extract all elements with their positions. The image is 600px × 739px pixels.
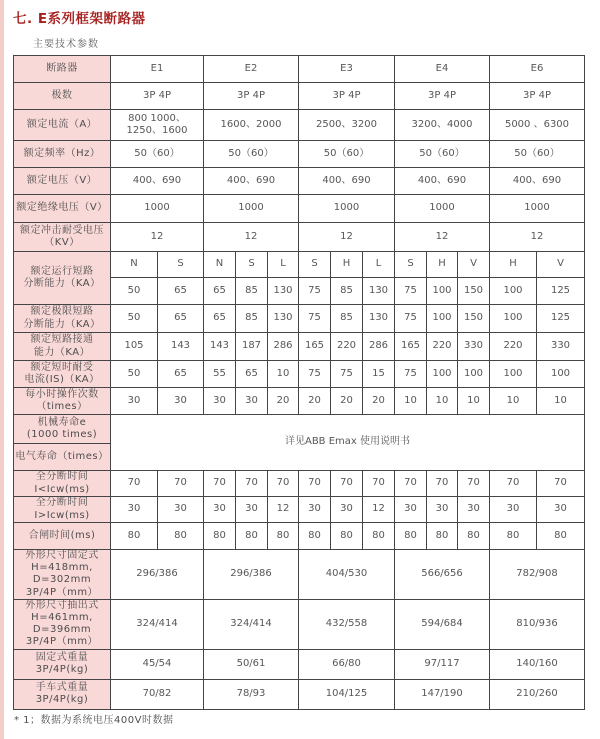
table-cell: 85	[331, 305, 363, 333]
table-cell: 75	[395, 361, 427, 388]
row-label: 每小时操作次数 （times）	[14, 388, 111, 415]
table-cell: 70	[490, 471, 537, 497]
table-cell: 30	[537, 497, 585, 523]
table-cell: 80	[395, 523, 427, 550]
row-label: 外形尺寸抽出式 H=461mm, D=396mm 3P/4P（mm）	[14, 599, 111, 649]
table-cell: 30	[331, 497, 363, 523]
table-cell: V	[537, 252, 585, 278]
row-label: 额定冲击耐受电压 （KV）	[14, 223, 111, 252]
table-cell: 5000 、6300	[490, 110, 585, 141]
table-cell: 80	[331, 523, 363, 550]
table-cell: 100	[458, 361, 490, 388]
table-cell: 10	[458, 388, 490, 415]
table-cell: 100	[537, 361, 585, 388]
table-cell: 100	[427, 361, 458, 388]
footnote: * 1；数据为系统电压400V时数据	[14, 715, 174, 726]
table-cell: 75	[395, 278, 427, 305]
table-cell: 70	[427, 471, 458, 497]
table-cell: 50	[111, 278, 158, 305]
table-cell: 10	[537, 388, 585, 415]
table-cell: 30	[204, 497, 236, 523]
table-cell: 50	[111, 361, 158, 388]
table-cell: 80	[490, 523, 537, 550]
row-label: 额定电压（V）	[14, 168, 111, 195]
table-cell: 100	[427, 278, 458, 305]
table-cell: 130	[268, 278, 299, 305]
table-row	[14, 223, 585, 252]
table-cell: L	[268, 252, 299, 278]
table-cell: 150	[458, 305, 490, 333]
row-label: 电气寿命（times）	[14, 444, 111, 471]
table-cell: 80	[299, 523, 331, 550]
table-cell: E1	[111, 56, 204, 83]
table-cell: E4	[395, 56, 490, 83]
table-cell: 3200、4000	[395, 110, 490, 141]
table-cell: 220	[427, 333, 458, 361]
table-cell: 147/190	[395, 679, 490, 709]
table-cell: 50（60）	[490, 141, 585, 168]
table-cell: 143	[158, 333, 204, 361]
table-cell: 30	[204, 388, 236, 415]
table-cell: 286	[363, 333, 395, 361]
table-cell: 75	[331, 361, 363, 388]
table-row	[14, 252, 585, 278]
table-cell: 65	[158, 305, 204, 333]
table-cell: 3P 4P	[395, 83, 490, 110]
table-cell: 10	[490, 388, 537, 415]
table-cell: 70	[299, 471, 331, 497]
table-cell: 70	[204, 471, 236, 497]
table-row	[14, 361, 585, 388]
table-cell: 85	[236, 278, 268, 305]
table-cell: 286	[268, 333, 299, 361]
table-cell: 20	[363, 388, 395, 415]
table-cell: 详见ABB Emax 使用说明书	[111, 415, 585, 471]
table-cell: 80	[204, 523, 236, 550]
table-cell: S	[299, 252, 331, 278]
table-cell: 30	[236, 388, 268, 415]
spec-table-body	[14, 56, 585, 710]
row-label: 全分断时间 I<Icw(ms)	[14, 471, 111, 497]
table-cell: 45/54	[111, 649, 204, 679]
table-cell: 80	[268, 523, 299, 550]
row-label: 额定频率（Hz）	[14, 141, 111, 168]
table-cell: 80	[458, 523, 490, 550]
table-cell: 400、690	[204, 168, 299, 195]
table-cell: 80	[158, 523, 204, 550]
table-cell: 65	[158, 361, 204, 388]
row-label: 断路器	[14, 56, 111, 83]
table-cell: 330	[537, 333, 585, 361]
table-cell: 50（60）	[204, 141, 299, 168]
table-cell: 140/160	[490, 649, 585, 679]
table-row	[14, 471, 585, 497]
table-cell: 210/260	[490, 679, 585, 709]
table-cell: 3P 4P	[299, 83, 395, 110]
row-label: 额定极限短路 分断能力（KA）	[14, 305, 111, 333]
left-edge-accent-strip	[0, 0, 4, 739]
table-cell: 104/125	[299, 679, 395, 709]
table-cell: 296/386	[111, 550, 204, 600]
table-cell: 165	[395, 333, 427, 361]
table-cell: 50（60）	[111, 141, 204, 168]
table-cell: 296/386	[204, 550, 299, 600]
table-cell: 324/414	[111, 599, 204, 649]
page-title: 七. E系列框架断路器	[13, 11, 146, 27]
table-cell: 12	[204, 223, 299, 252]
table-cell: 75	[395, 305, 427, 333]
table-cell: 50	[111, 305, 158, 333]
table-cell: 30	[458, 497, 490, 523]
row-label: 手车式重量 3P/4P(kg)	[14, 679, 111, 709]
table-cell: 130	[268, 305, 299, 333]
table-cell: V	[458, 252, 490, 278]
table-cell: N	[204, 252, 236, 278]
table-cell: 70	[395, 471, 427, 497]
table-cell: 78/93	[204, 679, 299, 709]
table-row	[14, 110, 585, 141]
table-cell: 105	[111, 333, 158, 361]
table-cell: E3	[299, 56, 395, 83]
table-cell: S	[395, 252, 427, 278]
table-cell: 400、690	[111, 168, 204, 195]
table-row	[14, 141, 585, 168]
table-cell: 30	[111, 388, 158, 415]
table-cell: 50（60）	[299, 141, 395, 168]
table-cell: 1600、2000	[204, 110, 299, 141]
table-cell: 432/558	[299, 599, 395, 649]
table-cell: 30	[236, 497, 268, 523]
table-cell: E2	[204, 56, 299, 83]
table-cell: 324/414	[204, 599, 299, 649]
table-cell: 65	[236, 361, 268, 388]
table-cell: 130	[363, 278, 395, 305]
table-cell: 12	[111, 223, 204, 252]
row-label: 额定绝缘电压（V）	[14, 195, 111, 223]
table-cell: 100	[427, 305, 458, 333]
table-cell: H	[427, 252, 458, 278]
table-cell: 15	[363, 361, 395, 388]
table-cell: 12	[363, 497, 395, 523]
table-cell: 75	[299, 278, 331, 305]
spec-table	[13, 55, 585, 710]
table-cell: 85	[236, 305, 268, 333]
table-cell: S	[236, 252, 268, 278]
table-cell: 85	[331, 278, 363, 305]
table-cell: E6	[490, 56, 585, 83]
table-cell: 220	[331, 333, 363, 361]
table-cell: 50（60）	[395, 141, 490, 168]
table-row	[14, 333, 585, 361]
table-cell: 75	[299, 361, 331, 388]
table-cell: 187	[236, 333, 268, 361]
table-cell: 80	[427, 523, 458, 550]
table-row	[14, 195, 585, 223]
table-cell: N	[111, 252, 158, 278]
row-label: 机械寿命e (1000 times)	[14, 415, 111, 444]
table-row	[14, 388, 585, 415]
table-cell: 55	[204, 361, 236, 388]
table-cell: 65	[204, 278, 236, 305]
table-cell: 70	[537, 471, 585, 497]
table-cell: 65	[204, 305, 236, 333]
table-cell: 30	[158, 388, 204, 415]
table-cell: 30	[395, 497, 427, 523]
table-row	[14, 168, 585, 195]
table-cell: 1000	[111, 195, 204, 223]
row-label: 极数	[14, 83, 111, 110]
table-cell: 3P 4P	[204, 83, 299, 110]
row-label: 全分断时间 I>Icw(ms)	[14, 497, 111, 523]
table-cell: 1000	[204, 195, 299, 223]
table-cell: 50/61	[204, 649, 299, 679]
row-label: 合闸时间(ms)	[14, 523, 111, 550]
table-cell: 30	[111, 497, 158, 523]
table-cell: 70	[458, 471, 490, 497]
table-cell: 30	[490, 497, 537, 523]
row-label: 额定电流（A）	[14, 110, 111, 141]
table-cell: 12	[268, 497, 299, 523]
table-cell: L	[363, 252, 395, 278]
table-cell: 80	[236, 523, 268, 550]
table-cell: H	[490, 252, 537, 278]
table-cell: 143	[204, 333, 236, 361]
table-cell: 220	[490, 333, 537, 361]
table-row	[14, 83, 585, 110]
table-row	[14, 649, 585, 679]
row-label: 外形尺寸固定式 H=418mm, D=302mm 3P/4P（mm）	[14, 550, 111, 600]
table-cell: 20	[331, 388, 363, 415]
table-cell: 75	[299, 305, 331, 333]
table-row	[14, 497, 585, 523]
table-row	[14, 415, 585, 444]
table-row	[14, 599, 585, 649]
table-cell: 30	[158, 497, 204, 523]
table-cell: 10	[268, 361, 299, 388]
table-cell: 30	[299, 497, 331, 523]
table-row	[14, 679, 585, 709]
table-cell: 782/908	[490, 550, 585, 600]
row-label: 额定运行短路 分断能力（KA）	[14, 252, 111, 305]
table-cell: 70	[158, 471, 204, 497]
table-cell: 165	[299, 333, 331, 361]
table-cell: 800 1000、 1250、1600	[111, 110, 204, 141]
table-cell: H	[331, 252, 363, 278]
table-cell: 3P 4P	[490, 83, 585, 110]
table-cell: 150	[458, 278, 490, 305]
table-cell: 12	[490, 223, 585, 252]
row-label: 额定短路接通 能力（KA）	[14, 333, 111, 361]
table-cell: 70/82	[111, 679, 204, 709]
table-cell: 100	[490, 305, 537, 333]
table-cell: 70	[363, 471, 395, 497]
table-cell: 80	[363, 523, 395, 550]
table-row	[14, 56, 585, 83]
table-cell: 400、690	[299, 168, 395, 195]
table-cell: 2500、3200	[299, 110, 395, 141]
table-cell: 404/530	[299, 550, 395, 600]
table-cell: 70	[331, 471, 363, 497]
table-cell: 3P 4P	[111, 83, 204, 110]
table-cell: 100	[490, 361, 537, 388]
table-cell: 100	[490, 278, 537, 305]
table-cell: 1000	[395, 195, 490, 223]
table-cell: 70	[268, 471, 299, 497]
table-cell: 12	[299, 223, 395, 252]
row-label: 额定短时耐受 电流(IS)（KA）	[14, 361, 111, 388]
table-cell: 20	[299, 388, 331, 415]
table-cell: 1000	[299, 195, 395, 223]
table-cell: 566/656	[395, 550, 490, 600]
table-cell: 10	[395, 388, 427, 415]
table-cell: 130	[363, 305, 395, 333]
row-label: 固定式重量 3P/4P(kg)	[14, 649, 111, 679]
table-cell: 125	[537, 278, 585, 305]
table-row	[14, 523, 585, 550]
table-cell: 97/117	[395, 649, 490, 679]
table-cell: 70	[236, 471, 268, 497]
table-cell: 125	[537, 305, 585, 333]
table-cell: 66/80	[299, 649, 395, 679]
section-subtitle: 主要技术参数	[33, 39, 99, 50]
table-cell: 330	[458, 333, 490, 361]
table-row	[14, 550, 585, 600]
table-cell: 10	[427, 388, 458, 415]
table-cell: 12	[395, 223, 490, 252]
table-cell: 810/936	[490, 599, 585, 649]
table-cell: 80	[537, 523, 585, 550]
table-cell: 70	[111, 471, 158, 497]
table-cell: 594/684	[395, 599, 490, 649]
table-cell: 80	[111, 523, 158, 550]
table-cell: 20	[268, 388, 299, 415]
table-cell: 65	[158, 278, 204, 305]
table-cell: 30	[427, 497, 458, 523]
table-cell: 400、690	[490, 168, 585, 195]
table-cell: 400、690	[395, 168, 490, 195]
table-cell: 1000	[490, 195, 585, 223]
table-cell: S	[158, 252, 204, 278]
table-row	[14, 305, 585, 333]
